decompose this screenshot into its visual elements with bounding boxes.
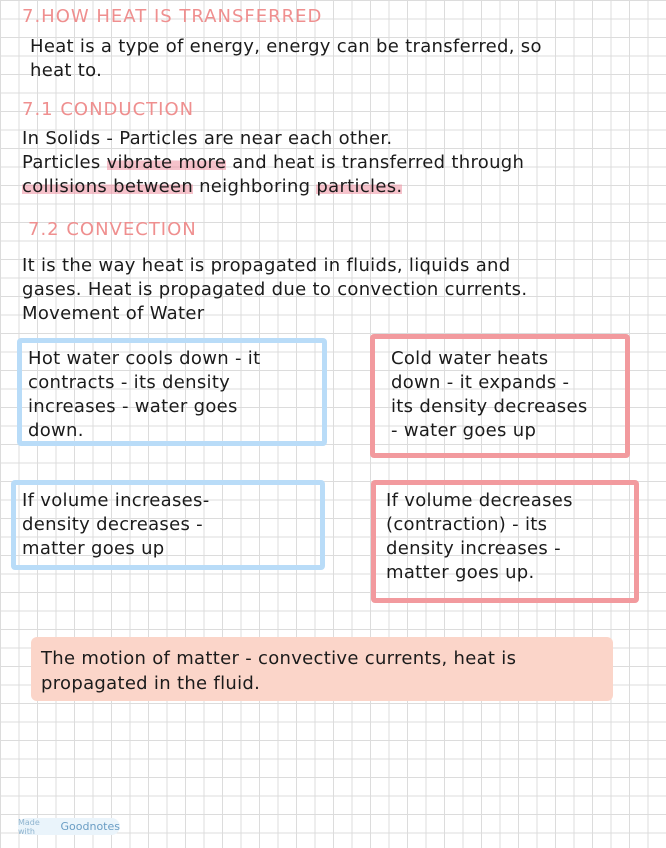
box-line: matter goes up — [22, 538, 165, 559]
box-line: (contraction) - its — [386, 514, 548, 535]
conduction-paragraph — [22, 127, 652, 199]
box-line: density decreases - — [22, 514, 203, 535]
box-line: its density decreases — [391, 396, 588, 417]
box-line: down - it expands - — [391, 372, 570, 393]
volume-increase-box — [11, 480, 325, 570]
goodnotes-badge — [18, 818, 120, 835]
box-line: down. — [28, 420, 84, 441]
conduction-line: In Solids - Particles are near each other. — [22, 128, 393, 149]
hot-water-box — [17, 338, 327, 446]
box-line: contracts - its density — [28, 372, 231, 393]
highlight: collisions between — [22, 176, 194, 197]
box-line: Hot water cools down - it — [28, 348, 261, 369]
cold-water-box — [370, 334, 630, 458]
conduction-line: Particles vibrate more and heat is transferred through — [22, 152, 525, 173]
box-line: density increases - — [386, 538, 561, 559]
highlight: vibrate more — [106, 152, 227, 173]
box-line: - water goes up — [391, 420, 537, 441]
convection-line: Movement of Water — [22, 303, 205, 324]
intro-line: Heat is a type of energy, energy can be transferred, so — [30, 36, 542, 57]
box-line: If volume increases- — [22, 490, 210, 511]
conduction-line: collisions between neighboring particles. — [22, 176, 403, 197]
box-line: Cold water heats — [391, 348, 549, 369]
badge-made-with: Made with — [18, 817, 40, 836]
convection-paragraph — [22, 254, 652, 326]
highlight: particles. — [316, 176, 403, 197]
convection-line: gases. Heat is propagated due to convection currents. — [22, 279, 528, 300]
box-line: matter goes up. — [386, 562, 535, 583]
section-heading-conduction: 7.1 CONDUCTION — [22, 99, 195, 120]
box-line: increases - water goes — [28, 396, 238, 417]
summary-line: The motion of matter - convective currents, heat is — [41, 648, 517, 669]
summary-line: propagated in the fluid. — [41, 673, 261, 694]
convection-line: It is the way heat is propagated in fluids, liquids and — [22, 255, 511, 276]
box-line: If volume decreases — [386, 490, 573, 511]
section-heading-convection: 7.2 CONVECTION — [28, 219, 197, 240]
intro-paragraph — [30, 35, 650, 83]
volume-decrease-box — [371, 480, 639, 603]
intro-line: heat to. — [30, 60, 103, 81]
badge-brand: Goodnotes — [60, 820, 120, 833]
page-title: 7.HOW HEAT IS TRANSFERRED — [22, 6, 323, 27]
summary-callout — [31, 637, 613, 701]
